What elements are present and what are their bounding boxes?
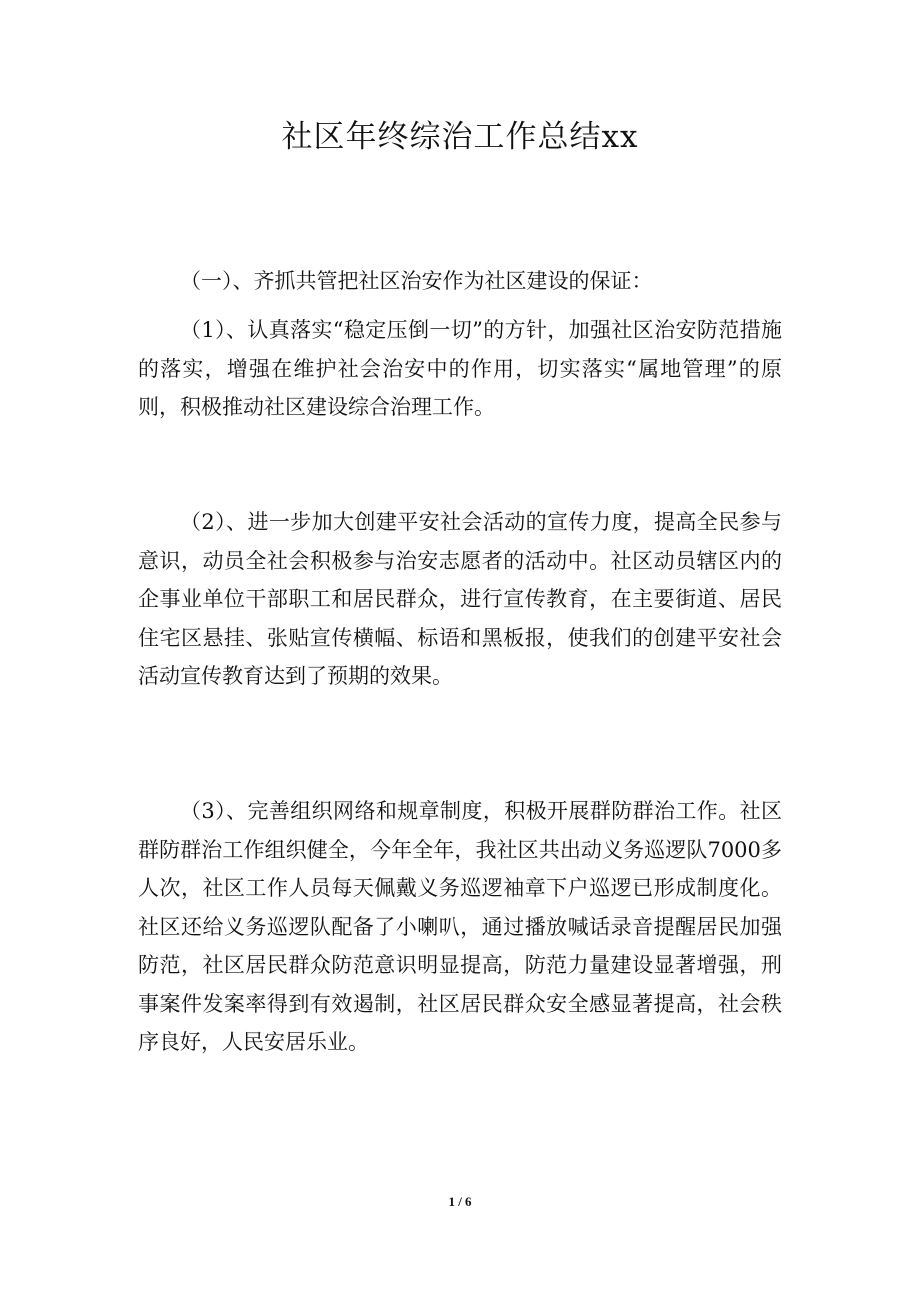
page-number: 1 / 6 (448, 1194, 472, 1209)
section-heading: （一）、齐抓共管把社区治安作为社区建设的保证： (180, 269, 653, 293)
body-paragraph-3: （3）、完善组织网络和规章制度，积极开展群防群治工作。社区群防群治工作组织健全，今年全年，我社区共出动义务巡逻队7000多人次，社区工作人员每天佩戴义务巡逻袖章下户巡逻已形成制度化。社区还给义务巡逻队配备了小喇叭，通过播放喊话录音提醒居民加强防范，社区居民群众防范意识明显提高，防范力量建设显著增强，刑事案件发案率得到有效遏制，社区居民群众安全感显著提高，社会秩序良好，人民安居乐业。 (138, 799, 782, 1054)
body-paragraph-2: （2）、进一步加大创建平安社会活动的宣传力度，提高全民参与意识，动员全社会积极参与治安志愿者的活动中。社区动员辖区内的企事业单位干部职工和居民群众，进行宣传教育，在主要街道、居民住宅区悬挂、张贴宣传横幅、标语和黑板报，使我们的创建平安社会活动宣传教育达到了预期的效果。 (138, 510, 782, 688)
body-paragraph-1: （1）、认真落实“稳定压倒一切”的方针，加强社区治安防范措施的落实，增强在维护社会治安中的作用，切实落实“属地管理”的原则，积极推动社区建设综合治理工作。 (138, 318, 782, 419)
document-title: 社区年终综治工作总结xx (281, 119, 639, 155)
